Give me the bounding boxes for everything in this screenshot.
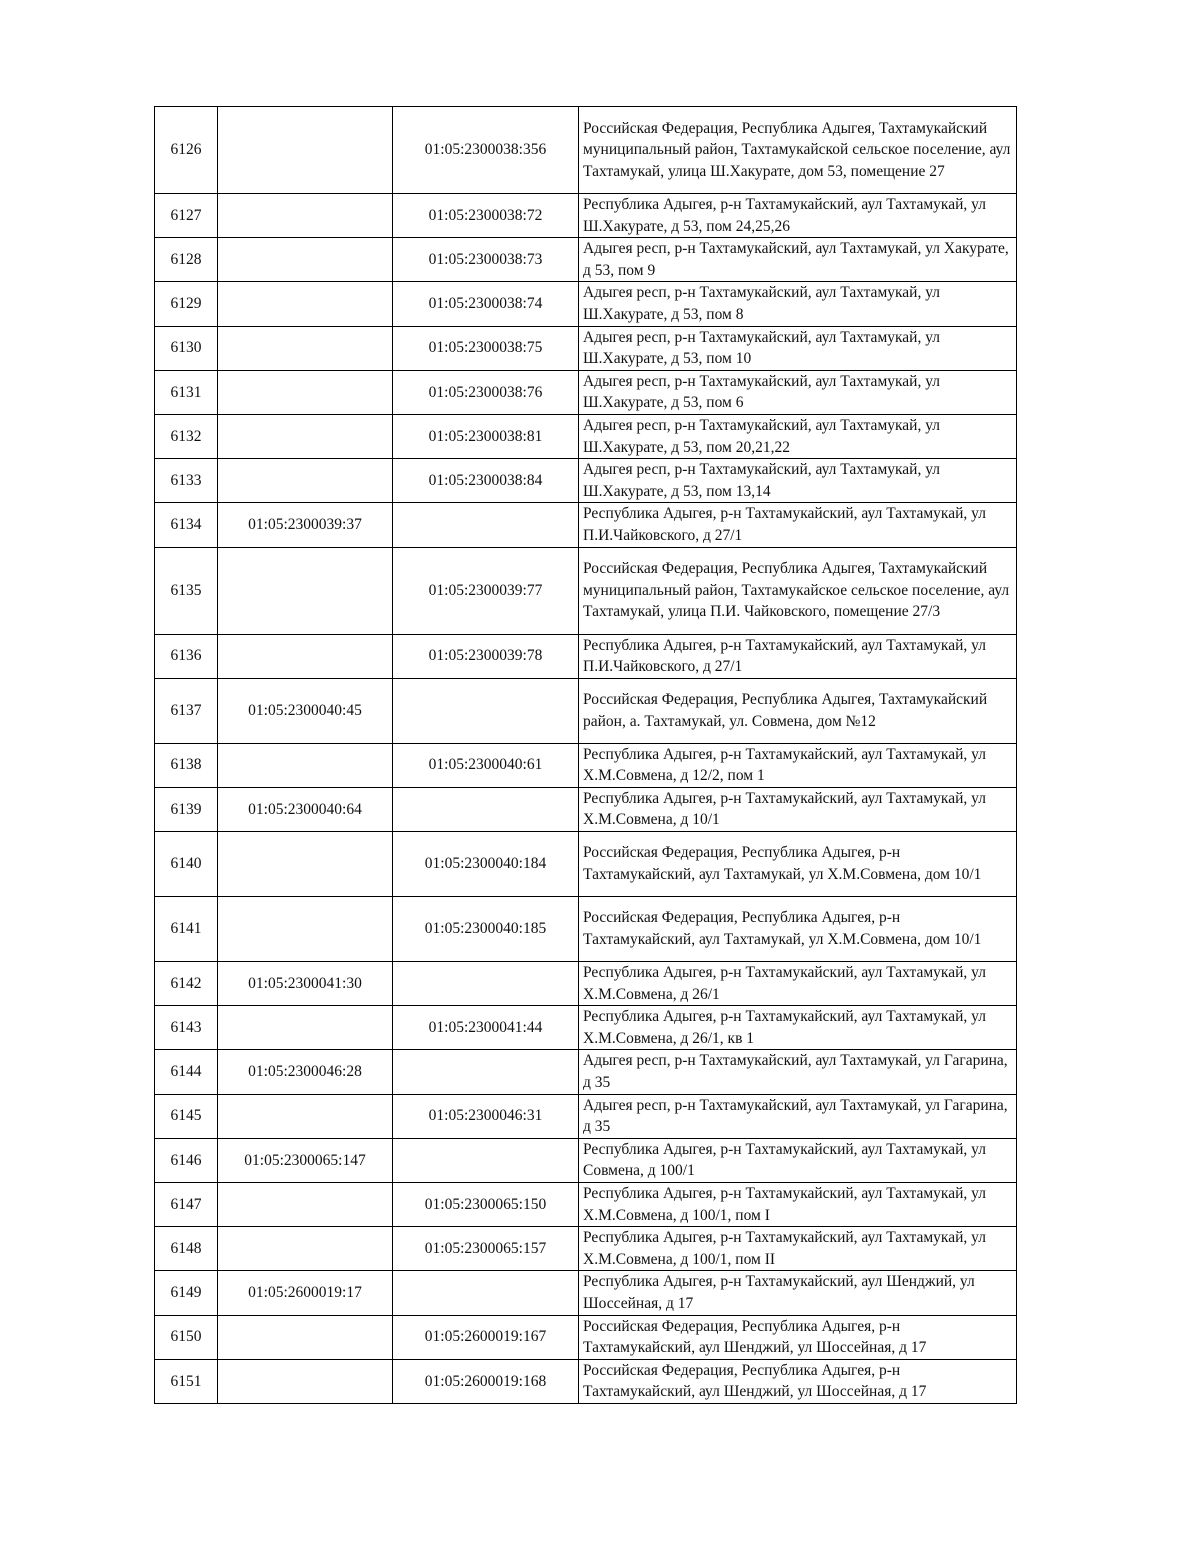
object-cadastral-number-cell: 01:05:2300039:78 xyxy=(393,634,579,678)
table-row xyxy=(155,743,1017,787)
object-cadastral-number-cell xyxy=(393,962,579,1006)
table-row xyxy=(155,1271,1017,1315)
row-number-cell: 6126 xyxy=(155,107,218,194)
table-row xyxy=(155,1183,1017,1227)
row-number-cell: 6128 xyxy=(155,238,218,282)
row-number-cell: 6130 xyxy=(155,326,218,370)
land-cadastral-number-cell: 01:05:2300041:30 xyxy=(218,962,393,1006)
object-cadastral-number-cell: 01:05:2300040:184 xyxy=(393,832,579,897)
address-cell: Республика Адыгея, р-н Тахтамукайский, аул Тахтамукай, ул Совмена, д 100/1 xyxy=(579,1138,1017,1182)
table-row xyxy=(155,787,1017,831)
row-number-cell: 6143 xyxy=(155,1006,218,1050)
table-row xyxy=(155,326,1017,370)
land-cadastral-number-cell: 01:05:2300039:37 xyxy=(218,503,393,547)
address-cell: Республика Адыгея, р-н Тахтамукайский, аул Тахтамукай, ул Х.М.Совмена, д 12/2, пом 1 xyxy=(579,743,1017,787)
address-cell: Российская Федерация, Республика Адыгея, р-н Тахтамукайский, аул Шенджий, ул Шоссейная, д 17 xyxy=(579,1315,1017,1359)
land-cadastral-number-cell xyxy=(218,1315,393,1359)
land-cadastral-number-cell xyxy=(218,107,393,194)
object-cadastral-number-cell: 01:05:2300038:76 xyxy=(393,370,579,414)
address-cell: Адыгея респ, р-н Тахтамукайский, аул Тахтамукай, ул Ш.Хакурате, д 53, пом 8 xyxy=(579,282,1017,326)
table-row xyxy=(155,370,1017,414)
row-number-cell: 6127 xyxy=(155,194,218,238)
object-cadastral-number-cell xyxy=(393,503,579,547)
row-number-cell: 6136 xyxy=(155,634,218,678)
table-row xyxy=(155,1315,1017,1359)
land-cadastral-number-cell xyxy=(218,897,393,962)
table-row xyxy=(155,832,1017,897)
object-cadastral-number-cell: 01:05:2300038:73 xyxy=(393,238,579,282)
object-cadastral-number-cell xyxy=(393,1271,579,1315)
row-number-cell: 6134 xyxy=(155,503,218,547)
object-cadastral-number-cell: 01:05:2300038:72 xyxy=(393,194,579,238)
table-row xyxy=(155,1138,1017,1182)
object-cadastral-number-cell: 01:05:2300038:84 xyxy=(393,459,579,503)
row-number-cell: 6139 xyxy=(155,787,218,831)
object-cadastral-number-cell: 01:05:2300065:150 xyxy=(393,1183,579,1227)
land-cadastral-number-cell xyxy=(218,547,393,634)
row-number-cell: 6144 xyxy=(155,1050,218,1094)
object-cadastral-number-cell: 01:05:2300038:356 xyxy=(393,107,579,194)
row-number-cell: 6137 xyxy=(155,678,218,743)
row-number-cell: 6146 xyxy=(155,1138,218,1182)
table-row xyxy=(155,1227,1017,1271)
table-row xyxy=(155,897,1017,962)
address-cell: Республика Адыгея, р-н Тахтамукайский, аул Тахтамукай, ул Х.М.Совмена, д 100/1, пом II xyxy=(579,1227,1017,1271)
land-cadastral-number-cell: 01:05:2300040:64 xyxy=(218,787,393,831)
land-cadastral-number-cell xyxy=(218,1359,393,1403)
land-cadastral-number-cell xyxy=(218,414,393,458)
row-number-cell: 6133 xyxy=(155,459,218,503)
table-row xyxy=(155,1094,1017,1138)
object-cadastral-number-cell: 01:05:2600019:168 xyxy=(393,1359,579,1403)
table-row xyxy=(155,414,1017,458)
object-cadastral-number-cell: 01:05:2300040:185 xyxy=(393,897,579,962)
address-cell: Адыгея респ, р-н Тахтамукайский, аул Тахтамукай, ул Ш.Хакурате, д 53, пом 6 xyxy=(579,370,1017,414)
address-cell: Адыгея респ, р-н Тахтамукайский, аул Тахтамукай, ул Гагарина, д 35 xyxy=(579,1050,1017,1094)
land-cadastral-number-cell xyxy=(218,832,393,897)
row-number-cell: 6149 xyxy=(155,1271,218,1315)
table-row xyxy=(155,634,1017,678)
address-cell: Адыгея респ, р-н Тахтамукайский, аул Тахтамукай, ул Гагарина, д 35 xyxy=(579,1094,1017,1138)
table-row xyxy=(155,459,1017,503)
address-cell: Адыгея респ, р-н Тахтамукайский, аул Тахтамукай, ул Ш.Хакурате, д 53, пом 13,14 xyxy=(579,459,1017,503)
land-cadastral-number-cell xyxy=(218,459,393,503)
object-cadastral-number-cell: 01:05:2300038:81 xyxy=(393,414,579,458)
land-cadastral-number-cell xyxy=(218,1183,393,1227)
table-row xyxy=(155,547,1017,634)
address-cell: Адыгея респ, р-н Тахтамукайский, аул Тахтамукай, ул Ш.Хакурате, д 53, пом 20,21,22 xyxy=(579,414,1017,458)
row-number-cell: 6147 xyxy=(155,1183,218,1227)
object-cadastral-number-cell: 01:05:2300041:44 xyxy=(393,1006,579,1050)
address-cell: Российская Федерация, Республика Адыгея, Тахтамукайский район, а. Тахтамукай, ул. Совмена, дом №12 xyxy=(579,678,1017,743)
row-number-cell: 6140 xyxy=(155,832,218,897)
table-row xyxy=(155,1359,1017,1403)
row-number-cell: 6151 xyxy=(155,1359,218,1403)
object-cadastral-number-cell: 01:05:2300046:31 xyxy=(393,1094,579,1138)
table-row xyxy=(155,194,1017,238)
object-cadastral-number-cell: 01:05:2300065:157 xyxy=(393,1227,579,1271)
address-cell: Республика Адыгея, р-н Тахтамукайский, аул Тахтамукай, ул Ш.Хакурате, д 53, пом 24,25,26 xyxy=(579,194,1017,238)
address-cell: Республика Адыгея, р-н Тахтамукайский, аул Тахтамукай, ул Х.М.Совмена, д 26/1 xyxy=(579,962,1017,1006)
land-cadastral-number-cell xyxy=(218,1227,393,1271)
address-cell: Адыгея респ, р-н Тахтамукайский, аул Тахтамукай, ул Ш.Хакурате, д 53, пом 10 xyxy=(579,326,1017,370)
land-cadastral-number-cell xyxy=(218,370,393,414)
land-cadastral-number-cell xyxy=(218,194,393,238)
object-cadastral-number-cell: 01:05:2300038:75 xyxy=(393,326,579,370)
address-cell: Республика Адыгея, р-н Тахтамукайский, аул Тахтамукай, ул Х.М.Совмена, д 100/1, пом I xyxy=(579,1183,1017,1227)
object-cadastral-number-cell: 01:05:2300040:61 xyxy=(393,743,579,787)
address-cell: Российская Федерация, Республика Адыгея, Тахтамукайский муниципальный район, Тахтамукайское сельское поселение, аул Тахтамукай, улица П.И. Чайковского, помещение 27/3 xyxy=(579,547,1017,634)
row-number-cell: 6132 xyxy=(155,414,218,458)
address-cell: Республика Адыгея, р-н Тахтамукайский, аул Тахтамукай, ул Х.М.Совмена, д 26/1, кв 1 xyxy=(579,1006,1017,1050)
row-number-cell: 6141 xyxy=(155,897,218,962)
table-row xyxy=(155,282,1017,326)
land-cadastral-number-cell: 01:05:2600019:17 xyxy=(218,1271,393,1315)
land-cadastral-number-cell: 01:05:2300065:147 xyxy=(218,1138,393,1182)
address-cell: Российская Федерация, Республика Адыгея, р-н Тахтамукайский, аул Тахтамукай, ул Х.М.Совмена, дом 10/1 xyxy=(579,832,1017,897)
row-number-cell: 6150 xyxy=(155,1315,218,1359)
table-row xyxy=(155,1050,1017,1094)
land-cadastral-number-cell xyxy=(218,1006,393,1050)
land-cadastral-number-cell xyxy=(218,634,393,678)
land-cadastral-number-cell xyxy=(218,282,393,326)
land-cadastral-number-cell: 01:05:2300040:45 xyxy=(218,678,393,743)
row-number-cell: 6148 xyxy=(155,1227,218,1271)
object-cadastral-number-cell: 01:05:2600019:167 xyxy=(393,1315,579,1359)
object-cadastral-number-cell xyxy=(393,1138,579,1182)
row-number-cell: 6129 xyxy=(155,282,218,326)
land-cadastral-number-cell xyxy=(218,743,393,787)
object-cadastral-number-cell xyxy=(393,678,579,743)
table-row xyxy=(155,678,1017,743)
row-number-cell: 6145 xyxy=(155,1094,218,1138)
address-cell: Российская Федерация, Республика Адыгея, Тахтамукайский муниципальный район, Тахтамукайской сельское поселение, аул Тахтамукай, улица Ш.Хакурате, дом 53, помещение 27 xyxy=(579,107,1017,194)
land-cadastral-number-cell xyxy=(218,326,393,370)
address-cell: Российская Федерация, Республика Адыгея, р-н Тахтамукайский, аул Тахтамукай, ул Х.М.Совмена, дом 10/1 xyxy=(579,897,1017,962)
address-cell: Республика Адыгея, р-н Тахтамукайский, аул Тахтамукай, ул П.И.Чайковского, д 27/1 xyxy=(579,634,1017,678)
address-cell: Республика Адыгея, р-н Тахтамукайский, аул Тахтамукай, ул Х.М.Совмена, д 10/1 xyxy=(579,787,1017,831)
address-cell: Республика Адыгея, р-н Тахтамукайский, аул Тахтамукай, ул П.И.Чайковского, д 27/1 xyxy=(579,503,1017,547)
land-cadastral-number-cell xyxy=(218,238,393,282)
row-number-cell: 6135 xyxy=(155,547,218,634)
row-number-cell: 6138 xyxy=(155,743,218,787)
address-cell: Республика Адыгея, р-н Тахтамукайский, аул Шенджий, ул Шоссейная, д 17 xyxy=(579,1271,1017,1315)
table-row xyxy=(155,503,1017,547)
registry-table xyxy=(154,106,1017,1404)
land-cadastral-number-cell: 01:05:2300046:28 xyxy=(218,1050,393,1094)
row-number-cell: 6142 xyxy=(155,962,218,1006)
address-cell: Российская Федерация, Республика Адыгея, р-н Тахтамукайский, аул Шенджий, ул Шоссейная, д 17 xyxy=(579,1359,1017,1403)
object-cadastral-number-cell xyxy=(393,1050,579,1094)
table-row xyxy=(155,238,1017,282)
table-row xyxy=(155,107,1017,194)
object-cadastral-number-cell: 01:05:2300039:77 xyxy=(393,547,579,634)
land-cadastral-number-cell xyxy=(218,1094,393,1138)
object-cadastral-number-cell xyxy=(393,787,579,831)
registry-table-body xyxy=(155,107,1017,1404)
row-number-cell: 6131 xyxy=(155,370,218,414)
object-cadastral-number-cell: 01:05:2300038:74 xyxy=(393,282,579,326)
table-row xyxy=(155,962,1017,1006)
address-cell: Адыгея респ, р-н Тахтамукайский, аул Тахтамукай, ул Хакурате, д 53, пом 9 xyxy=(579,238,1017,282)
table-row xyxy=(155,1006,1017,1050)
